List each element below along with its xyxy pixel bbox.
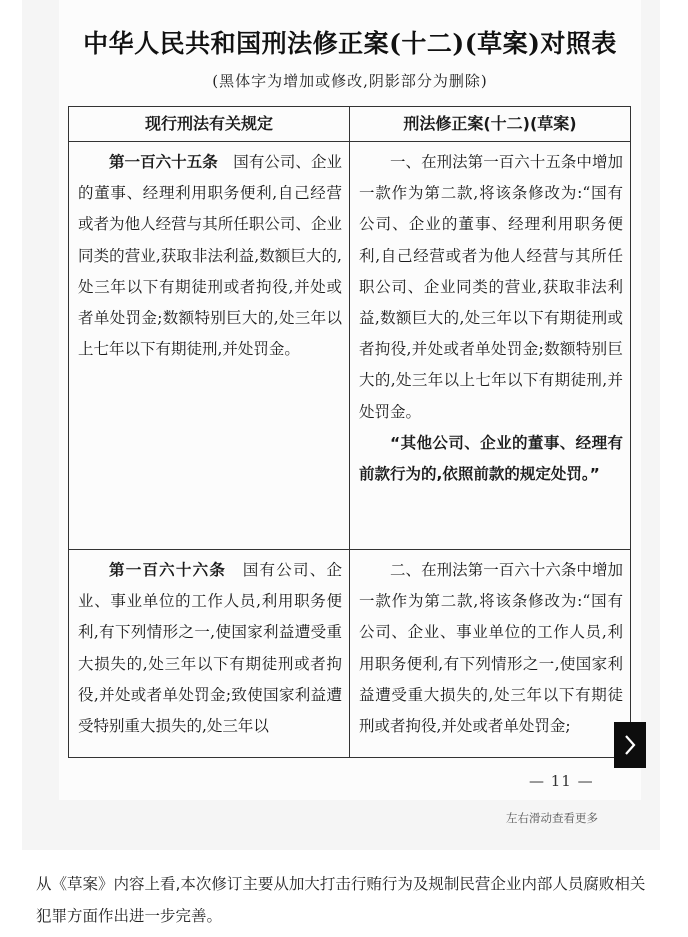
row2-current-law <box>78 555 342 755</box>
column-divider <box>349 107 350 757</box>
row1-current-law <box>78 147 342 547</box>
article-label: 第一百六十六条 <box>109 561 227 579</box>
document-title: 中华人民共和国刑法修正案(十二)(草案)对照表 <box>83 29 617 58</box>
article-paragraph: 从《草案》内容上看,本次修订主要从加大打击行贿行为及规制民营企业内部人员腐败相关犯罪方面作出进一步完善。 <box>36 875 646 925</box>
row2-amendment <box>359 555 623 755</box>
document-page <box>59 0 641 800</box>
header-amendment: 刑法修正案(十二)(草案) <box>403 114 577 133</box>
image-viewer[interactable] <box>22 0 660 850</box>
article-label: 第一百六十五条 <box>109 153 218 171</box>
header-divider <box>69 141 630 142</box>
comparison-table <box>68 106 631 758</box>
document-subtitle: (黑体字为增加或修改,阴影部分为删除) <box>212 72 488 90</box>
row1-amendment <box>359 147 623 547</box>
header-current-law: 现行刑法有关规定 <box>144 114 273 133</box>
page-number: — 11 — <box>529 772 594 790</box>
row-divider <box>69 549 630 550</box>
chevron-right-icon <box>623 733 637 757</box>
article-text: 国有公司、企业、事业单位的工作人员,利用职务便利,有下列情形之一,使国家利益遭受重大损失的,处三年以下有期徒刑或者拘役,并处或者单处罚金;致使国家利益遭受特别重大损失的,处三年以 <box>78 561 342 736</box>
swipe-hint: 左右滑动查看更多 <box>506 811 598 825</box>
amendment-text: 二、在刑法第一百六十六条中增加一款作为第二款,将该条修改为:“国有公司、企业、事业单位的工作人员,利用职务便利,有下列情形之一,使国家利益遭受重大损失的,处三年以下有期徒刑或者拘役,并处或者单处罚金; <box>359 561 623 736</box>
amendment-text: 一、在刑法第一百六十五条中增加一款作为第二款,将该条修改为:“国有公司、企业的董事、经理利用职务便利,自己经营或者为他人经营与其所任职公司、企业同类的营业,获取非法利益,数额巨大的,处三年以下有期徒刑或者拘役,并处或者单处罚金;数额特别巨大的,处三年以上七年以下有期徒刑,并处罚金。 <box>359 153 623 421</box>
article-text: 国有公司、企业的董事、经理利用职务便利,自己经营或者为他人经营与其所任职公司、企业同类的营业,获取非法利益,数额巨大的,处三年以下有期徒刑或者拘役,并处或者单处罚金;数额特别巨大的,处三年以上七年以下有期徒刑,并处罚金。 <box>78 153 342 359</box>
next-page-button[interactable] <box>614 722 646 768</box>
amendment-added-text: “其他公司、企业的董事、经理有前款行为的,依照前款的规定处罚。” <box>359 433 623 484</box>
